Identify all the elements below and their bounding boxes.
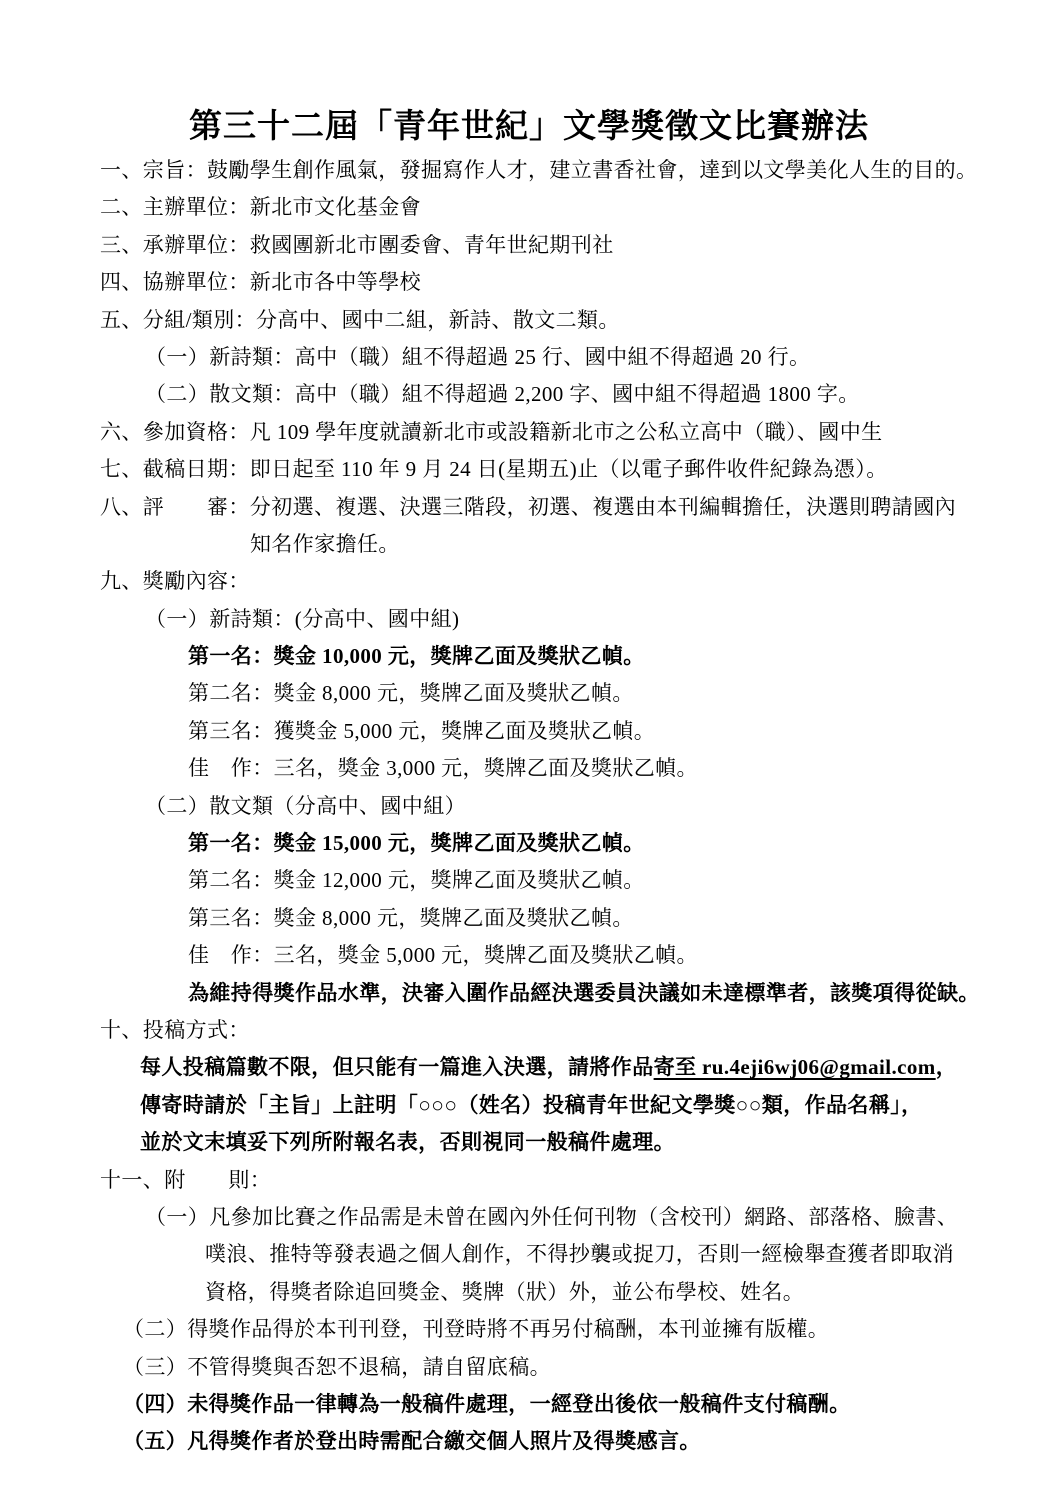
submission-text-pre: 每人投稿篇數不限，但只能有一篇進入決選，請將作品	[140, 1055, 654, 1080]
doc-line-appendix-1: （一）凡參加比賽之作品需是未曾在國內外任何刊物（含校刊）網路、部落格、臉書、	[145, 1204, 959, 1229]
email-address[interactable]: 寄至 ru.4eji6wj06@gmail.com	[653, 1055, 936, 1080]
doc-line-deadline: 七、截稿日期：即日起至 110 年 9 月 24 日(星期五)止（以電子郵件收件紀錄為憑）。	[100, 457, 888, 482]
doc-line-judging: 八、評 審：分初選、複選、決選三階段，初選、複選由本刊編輯擔任，決選則聘請國內	[100, 494, 956, 519]
doc-line-eligibility: 六、參加資格：凡 109 學年度就讀新北市或設籍新北市之公私立高中（職）、國中生	[100, 419, 883, 444]
doc-line-appendix-header: 十一、附 則：	[100, 1167, 272, 1192]
doc-line-prose-limit: （二）散文類：高中（職）組不得超過 2,200 字、國中組不得超過 1800 字。	[145, 382, 860, 407]
doc-line-purpose: 一、宗旨：鼓勵學生創作風氣，發掘寫作人才，建立書香社會，達到以文學美化人生的目的。	[100, 158, 978, 182]
doc-line-award-reserve: 為維持得獎作品水準，決審入圍作品經決選委員決議如未達標準者，該獎項得從缺。	[188, 980, 980, 1005]
doc-line-poetry-first: 第一名：獎金 10,000 元，獎牌乙面及獎狀乙幀。	[188, 644, 645, 669]
doc-line-prose-awards: （二）散文類（分高中、國中組）	[145, 793, 466, 818]
doc-line-poetry-limit: （一）新詩類：高中（職）組不得超過 25 行、國中組不得超過 20 行。	[145, 344, 811, 369]
doc-line-poetry-third: 第三名：獲獎金 5,000 元，獎牌乙面及獎狀乙幀。	[188, 718, 656, 743]
doc-line-host: 二、主辦單位：新北市文化基金會	[100, 195, 421, 220]
submission-text-post: ，	[935, 1055, 958, 1080]
doc-line-appendix-1-cont2: 資格，得獎者除追回獎金、獎牌（狀）外，並公布學校、姓名。	[205, 1279, 805, 1304]
doc-line-appendix-5: （五）凡得獎作者於登出時需配合繳交個人照片及得獎感言。	[123, 1429, 701, 1454]
doc-line-appendix-3: （三）不管得獎與否恕不退稿，請自留底稿。	[123, 1354, 551, 1379]
doc-line-prose-merit: 佳 作：三名，獎金 5,000 元，獎牌乙面及獎狀乙幀。	[188, 943, 698, 968]
doc-line-prose-second: 第二名：獎金 12,000 元，獎牌乙面及獎狀乙幀。	[188, 868, 645, 893]
doc-line-appendix-2: （二）得獎作品得於本刊刊登，刊登時將不再另付稿酬，本刊並擁有版權。	[123, 1317, 830, 1342]
doc-line-submission-email	[140, 1049, 998, 1086]
page-title: 第三十二屆「青年世紀」文學獎徵文比賽辦法	[189, 109, 869, 145]
document-body	[0, 152, 1058, 1461]
doc-line-appendix-1-cont: 噗浪、推特等發表過之個人創作，不得抄襲或捉刀，否則一經檢舉查獲者即取消	[205, 1242, 954, 1267]
doc-line-submission-header: 十、投稿方式：	[100, 1017, 250, 1042]
doc-line-poetry-awards: （一）新詩類：(分高中、國中組)	[145, 606, 460, 631]
doc-line-poetry-second: 第二名：獎金 8,000 元，獎牌乙面及獎狀乙幀。	[188, 681, 634, 706]
doc-line-prose-third: 第三名：獎金 8,000 元，獎牌乙面及獎狀乙幀。	[188, 905, 634, 930]
doc-line-judging-cont: 知名作家擔任。	[250, 531, 400, 556]
doc-line-submission-form: 並於文末填妥下列所附報名表，否則視同一般稿件處理。	[140, 1130, 675, 1155]
doc-line-co-organizer: 四、協辦單位：新北市各中等學校	[100, 270, 421, 295]
doc-line-prose-first: 第一名：獎金 15,000 元，獎牌乙面及獎狀乙幀。	[188, 831, 645, 856]
doc-line-appendix-4: （四）未得獎作品一律轉為一般稿件處理，一經登出後依一般稿件支付稿酬。	[123, 1391, 851, 1416]
doc-line-awards-header: 九、獎勵內容：	[100, 569, 250, 594]
doc-line-poetry-merit: 佳 作：三名，獎金 3,000 元，獎牌乙面及獎狀乙幀。	[188, 756, 698, 781]
doc-line-submission-subject: 傳寄時請於「主旨」上註明「○○○（姓名）投稿青年世紀文學獎○○類，作品名稱」，	[140, 1092, 923, 1117]
doc-line-groups: 五、分組/類別：分高中、國中二組，新詩、散文二類。	[100, 307, 620, 332]
doc-line-undertaker: 三、承辦單位：救國團新北市團委會、青年世紀期刊社	[100, 232, 614, 257]
